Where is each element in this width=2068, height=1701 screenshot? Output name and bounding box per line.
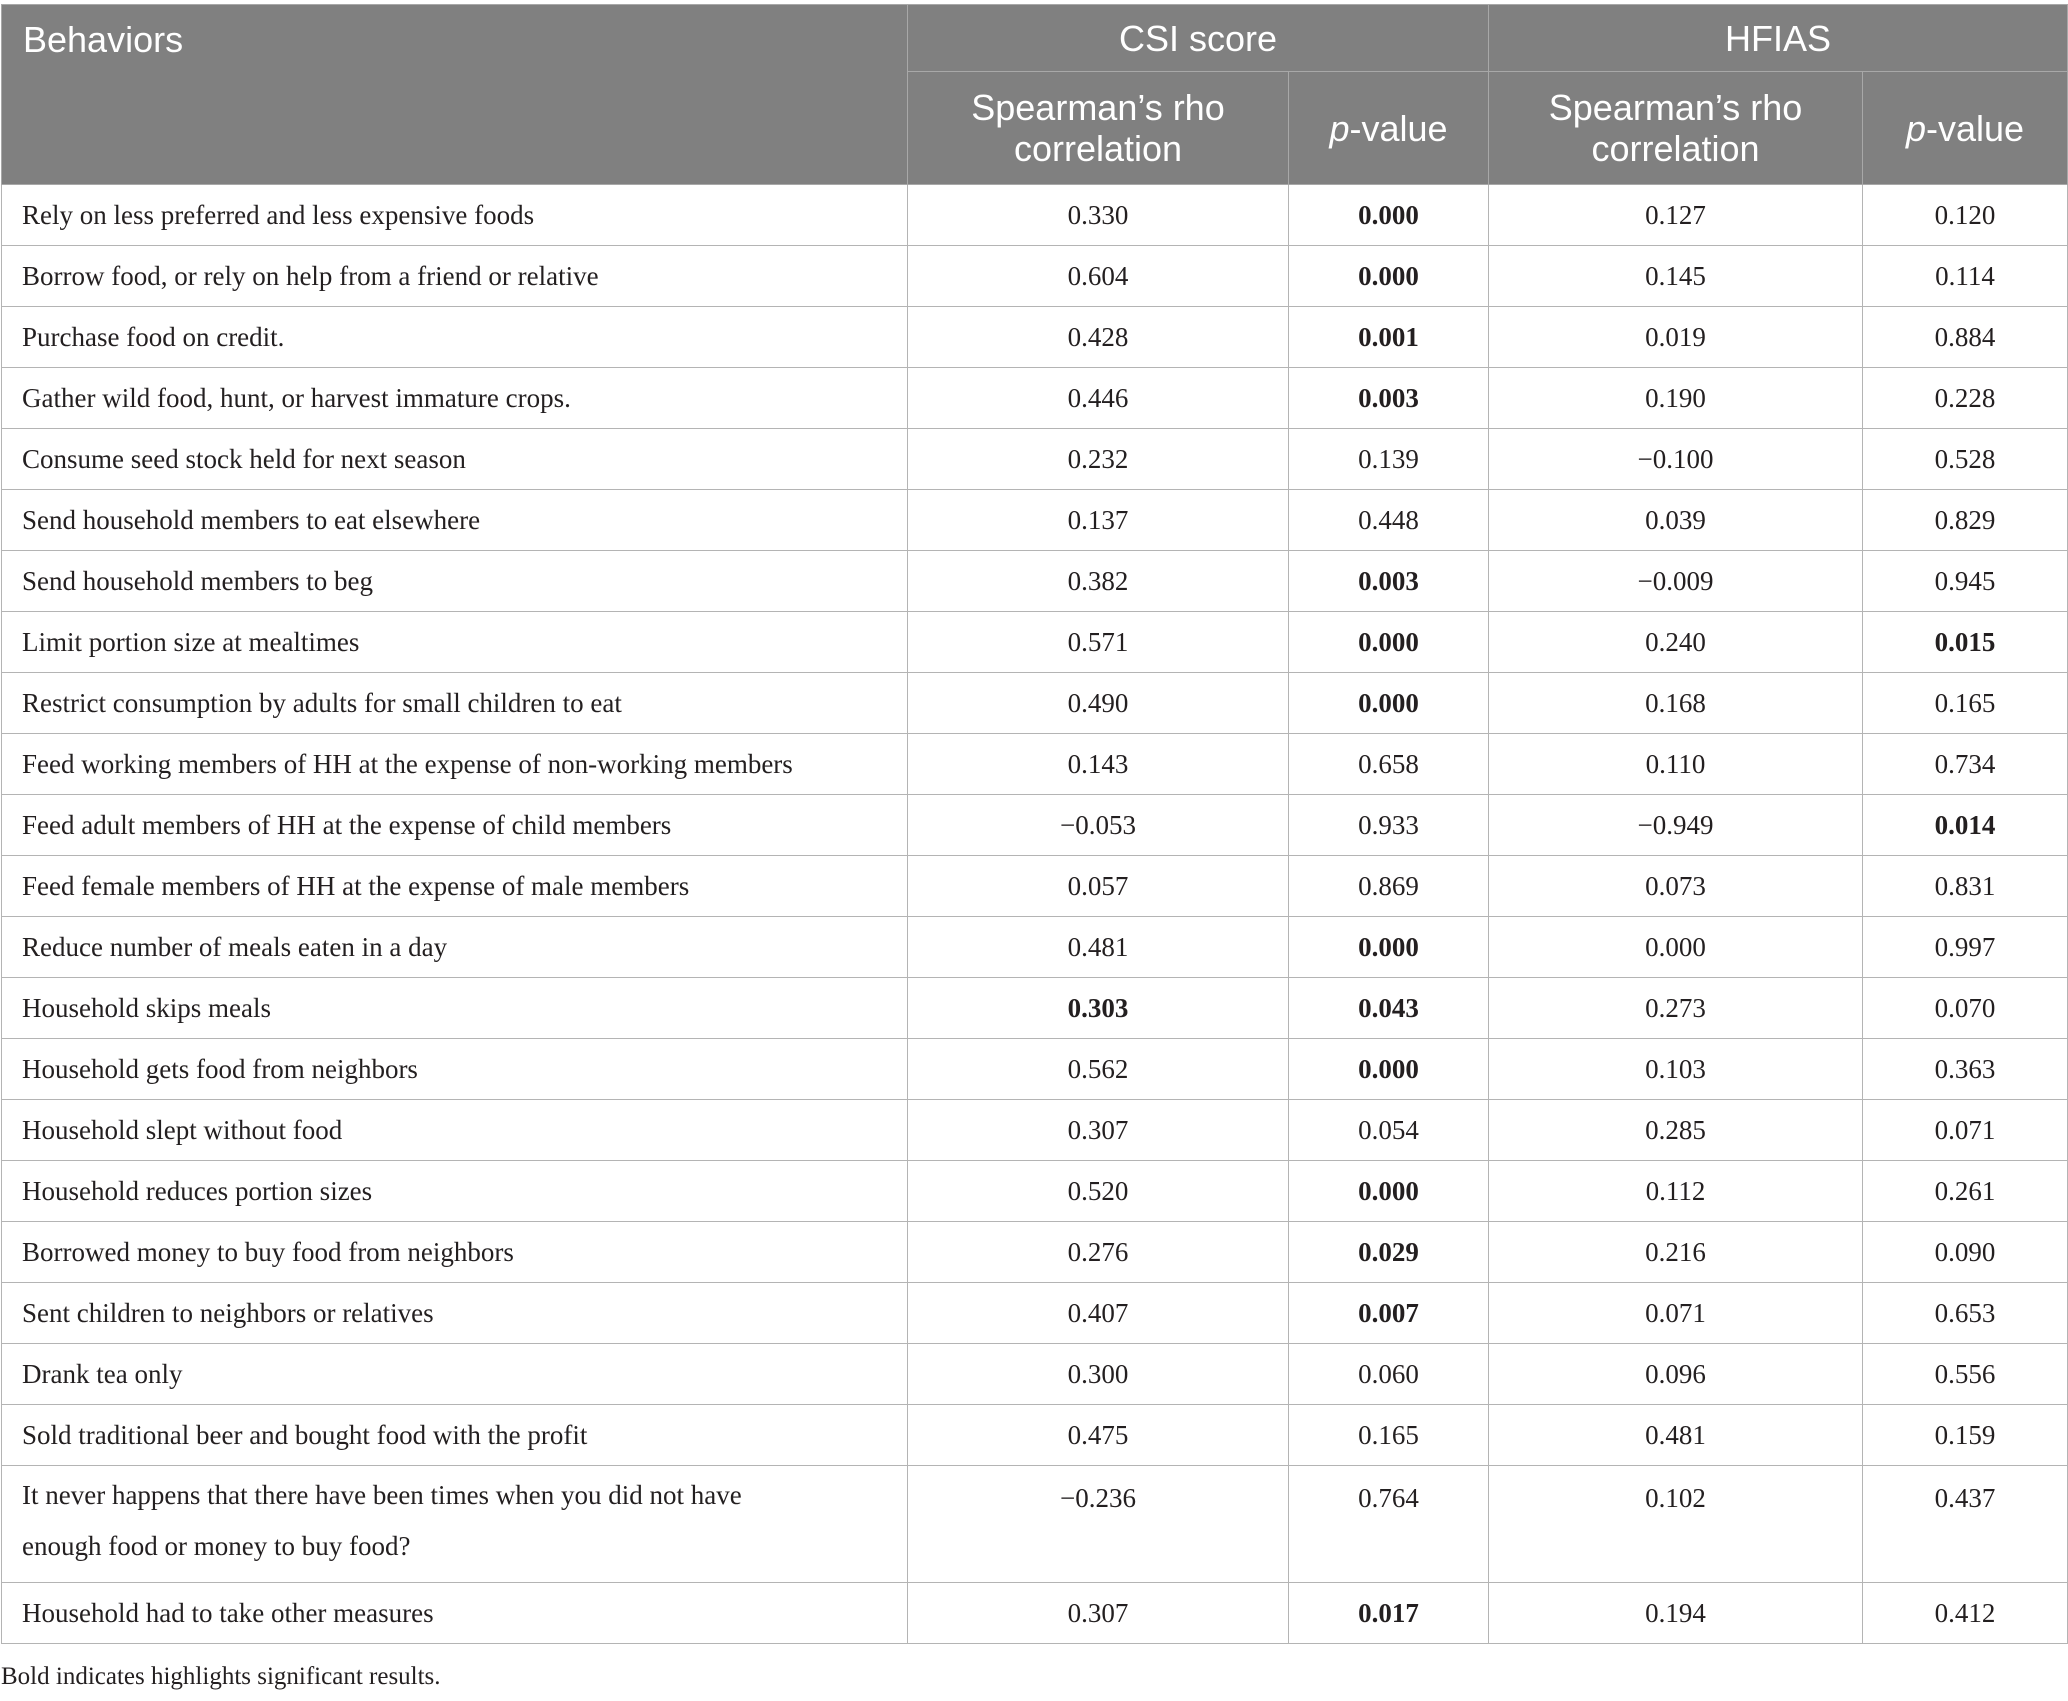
behavior-cell: Send household members to beg	[2, 551, 908, 612]
table-row	[2, 612, 2068, 673]
hfias-rho-cell: 0.071	[1489, 1283, 1863, 1344]
behavior-cell: Household reduces portion sizes	[2, 1161, 908, 1222]
table-row	[2, 185, 2068, 246]
behavior-line-1: It never happens that there have been times when you did not have	[22, 1480, 742, 1510]
table-row	[2, 429, 2068, 490]
csi-p-cell: 0.448	[1289, 490, 1489, 551]
hfias-p-cell: 0.228	[1863, 368, 2068, 429]
hfias-rho-cell: −0.100	[1489, 429, 1863, 490]
table-row	[2, 368, 2068, 429]
table-row	[2, 1222, 2068, 1283]
behavior-cell: Household skips meals	[2, 978, 908, 1039]
table-row	[2, 1583, 2068, 1644]
hfias-rho-cell: 0.481	[1489, 1405, 1863, 1466]
table-body	[2, 185, 2068, 1644]
header-p-rest: -value	[1349, 107, 1448, 149]
hfias-rho-cell: 0.273	[1489, 978, 1863, 1039]
table-row	[2, 1344, 2068, 1405]
behavior-cell: Feed adult members of HH at the expense of child members	[2, 795, 908, 856]
behavior-cell: Purchase food on credit.	[2, 307, 908, 368]
csi-p-cell: 0.001	[1289, 307, 1489, 368]
table-row	[2, 978, 2068, 1039]
hfias-p-cell: 0.090	[1863, 1222, 2068, 1283]
results-table-container	[0, 4, 2068, 1644]
hfias-rho-cell: 0.190	[1489, 368, 1863, 429]
header-csi-score: CSI score	[908, 5, 1489, 72]
csi-p-cell: 0.000	[1289, 246, 1489, 307]
header-p-rest: -value	[1926, 107, 2025, 149]
csi-p-cell: 0.933	[1289, 795, 1489, 856]
correlation-table	[1, 4, 2068, 1644]
hfias-p-cell: 0.165	[1863, 673, 2068, 734]
hfias-p-cell: 0.070	[1863, 978, 2068, 1039]
hfias-p-cell: 0.945	[1863, 551, 2068, 612]
behavior-cell: Borrow food, or rely on help from a friend or relative	[2, 246, 908, 307]
csi-p-cell: 0.003	[1289, 368, 1489, 429]
hfias-rho-cell: 0.127	[1489, 185, 1863, 246]
csi-p-cell: 0.658	[1289, 734, 1489, 795]
csi-rho-cell: 0.604	[908, 246, 1289, 307]
hfias-rho-cell: 0.096	[1489, 1344, 1863, 1405]
header-hfias-rho: Spearman’s rho correlation	[1489, 72, 1863, 185]
behavior-cell: Restrict consumption by adults for small children to eat	[2, 673, 908, 734]
csi-p-cell: 0.869	[1289, 856, 1489, 917]
behavior-cell: Limit portion size at mealtimes	[2, 612, 908, 673]
csi-rho-cell: 0.446	[908, 368, 1289, 429]
hfias-p-cell: 0.653	[1863, 1283, 2068, 1344]
hfias-rho-cell: 0.285	[1489, 1100, 1863, 1161]
behavior-cell: Household slept without food	[2, 1100, 908, 1161]
hfias-rho-cell: 0.000	[1489, 917, 1863, 978]
csi-p-cell: 0.029	[1289, 1222, 1489, 1283]
table-row	[2, 246, 2068, 307]
header-p-italic: p	[1905, 107, 1926, 149]
header-csi-rho: Spearman’s rho correlation	[908, 72, 1289, 185]
table-row	[2, 1405, 2068, 1466]
hfias-p-cell: 0.071	[1863, 1100, 2068, 1161]
csi-rho-cell: 0.481	[908, 917, 1289, 978]
hfias-p-cell: 0.412	[1863, 1583, 2068, 1644]
hfias-rho-cell: −0.009	[1489, 551, 1863, 612]
hfias-p-cell: 0.114	[1863, 246, 2068, 307]
csi-rho-cell: −0.053	[908, 795, 1289, 856]
behavior-line-2: enough food or money to buy food?	[22, 1531, 411, 1561]
csi-p-cell: 0.060	[1289, 1344, 1489, 1405]
csi-p-cell: 0.054	[1289, 1100, 1489, 1161]
header-hfias: HFIAS	[1489, 5, 2068, 72]
header-p-italic: p	[1329, 107, 1350, 149]
behavior-cell: Household gets food from neighbors	[2, 1039, 908, 1100]
csi-rho-cell: 0.137	[908, 490, 1289, 551]
hfias-rho-cell: 0.194	[1489, 1583, 1863, 1644]
header-hfias-pvalue	[1863, 72, 2068, 185]
hfias-rho-cell: 0.019	[1489, 307, 1863, 368]
behavior-cell: Household had to take other measures	[2, 1583, 908, 1644]
hfias-rho-cell: 0.216	[1489, 1222, 1863, 1283]
csi-p-cell: 0.764	[1289, 1466, 1489, 1583]
hfias-p-cell: 0.556	[1863, 1344, 2068, 1405]
csi-rho-cell: 0.562	[908, 1039, 1289, 1100]
table-row	[2, 856, 2068, 917]
table-row	[2, 673, 2068, 734]
csi-rho-cell: 0.407	[908, 1283, 1289, 1344]
behavior-cell: Borrowed money to buy food from neighbors	[2, 1222, 908, 1283]
hfias-p-cell: 0.734	[1863, 734, 2068, 795]
csi-rho-cell: 0.143	[908, 734, 1289, 795]
hfias-rho-cell: 0.145	[1489, 246, 1863, 307]
hfias-p-cell: 0.261	[1863, 1161, 2068, 1222]
csi-rho-cell: 0.490	[908, 673, 1289, 734]
csi-p-cell: 0.165	[1289, 1405, 1489, 1466]
hfias-p-cell: 0.120	[1863, 185, 2068, 246]
csi-p-cell: 0.043	[1289, 978, 1489, 1039]
hfias-p-cell: 0.829	[1863, 490, 2068, 551]
table-row	[2, 1100, 2068, 1161]
behavior-cell: Feed working members of HH at the expense of non-working members	[2, 734, 908, 795]
csi-p-cell: 0.000	[1289, 673, 1489, 734]
hfias-p-cell: 0.363	[1863, 1039, 2068, 1100]
hfias-rho-cell: 0.103	[1489, 1039, 1863, 1100]
csi-rho-cell: −0.236	[908, 1466, 1289, 1583]
csi-rho-cell: 0.475	[908, 1405, 1289, 1466]
csi-rho-cell: 0.520	[908, 1161, 1289, 1222]
hfias-rho-cell: 0.168	[1489, 673, 1863, 734]
hfias-rho-cell: 0.073	[1489, 856, 1863, 917]
csi-rho-cell: 0.307	[908, 1100, 1289, 1161]
hfias-p-cell: 0.159	[1863, 1405, 2068, 1466]
behavior-cell: Consume seed stock held for next season	[2, 429, 908, 490]
behavior-cell: Sent children to neighbors or relatives	[2, 1283, 908, 1344]
table-footnote: Bold indicates highlights significant results.	[1, 1663, 441, 1690]
csi-rho-cell: 0.382	[908, 551, 1289, 612]
behavior-cell: Reduce number of meals eaten in a day	[2, 917, 908, 978]
csi-rho-cell: 0.303	[908, 978, 1289, 1039]
table-row	[2, 490, 2068, 551]
csi-p-cell: 0.000	[1289, 917, 1489, 978]
csi-rho-cell: 0.571	[908, 612, 1289, 673]
header-csi-pvalue	[1289, 72, 1489, 185]
csi-p-cell: 0.139	[1289, 429, 1489, 490]
behavior-cell: Send household members to eat elsewhere	[2, 490, 908, 551]
hfias-rho-cell: 0.110	[1489, 734, 1863, 795]
hfias-p-cell: 0.014	[1863, 795, 2068, 856]
csi-p-cell: 0.003	[1289, 551, 1489, 612]
hfias-rho-cell: 0.039	[1489, 490, 1863, 551]
hfias-p-cell: 0.884	[1863, 307, 2068, 368]
csi-rho-cell: 0.232	[908, 429, 1289, 490]
table-row	[2, 307, 2068, 368]
csi-rho-cell: 0.330	[908, 185, 1289, 246]
table-row	[2, 917, 2068, 978]
csi-p-cell: 0.007	[1289, 1283, 1489, 1344]
csi-rho-cell: 0.057	[908, 856, 1289, 917]
table-row	[2, 1283, 2068, 1344]
behavior-cell: Feed female members of HH at the expense of male members	[2, 856, 908, 917]
hfias-p-cell: 0.997	[1863, 917, 2068, 978]
csi-rho-cell: 0.300	[908, 1344, 1289, 1405]
table-row	[2, 1039, 2068, 1100]
table-row	[2, 551, 2068, 612]
hfias-rho-cell: 0.240	[1489, 612, 1863, 673]
behavior-cell: Rely on less preferred and less expensive foods	[2, 185, 908, 246]
hfias-p-cell: 0.437	[1863, 1466, 2068, 1583]
csi-p-cell: 0.000	[1289, 185, 1489, 246]
hfias-p-cell: 0.015	[1863, 612, 2068, 673]
behavior-cell	[2, 1466, 908, 1583]
csi-p-cell: 0.000	[1289, 1161, 1489, 1222]
csi-rho-cell: 0.307	[908, 1583, 1289, 1644]
csi-p-cell: 0.000	[1289, 612, 1489, 673]
behavior-cell: Sold traditional beer and bought food with the profit	[2, 1405, 908, 1466]
csi-rho-cell: 0.428	[908, 307, 1289, 368]
csi-rho-cell: 0.276	[908, 1222, 1289, 1283]
hfias-rho-cell: 0.112	[1489, 1161, 1863, 1222]
table-row	[2, 1466, 2068, 1583]
behavior-cell: Gather wild food, hunt, or harvest immature crops.	[2, 368, 908, 429]
hfias-rho-cell: −0.949	[1489, 795, 1863, 856]
hfias-rho-cell: 0.102	[1489, 1466, 1863, 1583]
behavior-cell: Drank tea only	[2, 1344, 908, 1405]
csi-p-cell: 0.000	[1289, 1039, 1489, 1100]
table-row	[2, 734, 2068, 795]
hfias-p-cell: 0.831	[1863, 856, 2068, 917]
hfias-p-cell: 0.528	[1863, 429, 2068, 490]
table-row	[2, 1161, 2068, 1222]
csi-p-cell: 0.017	[1289, 1583, 1489, 1644]
table-row	[2, 795, 2068, 856]
header-behaviors: Behaviors	[2, 5, 908, 185]
table-header	[2, 5, 2068, 185]
